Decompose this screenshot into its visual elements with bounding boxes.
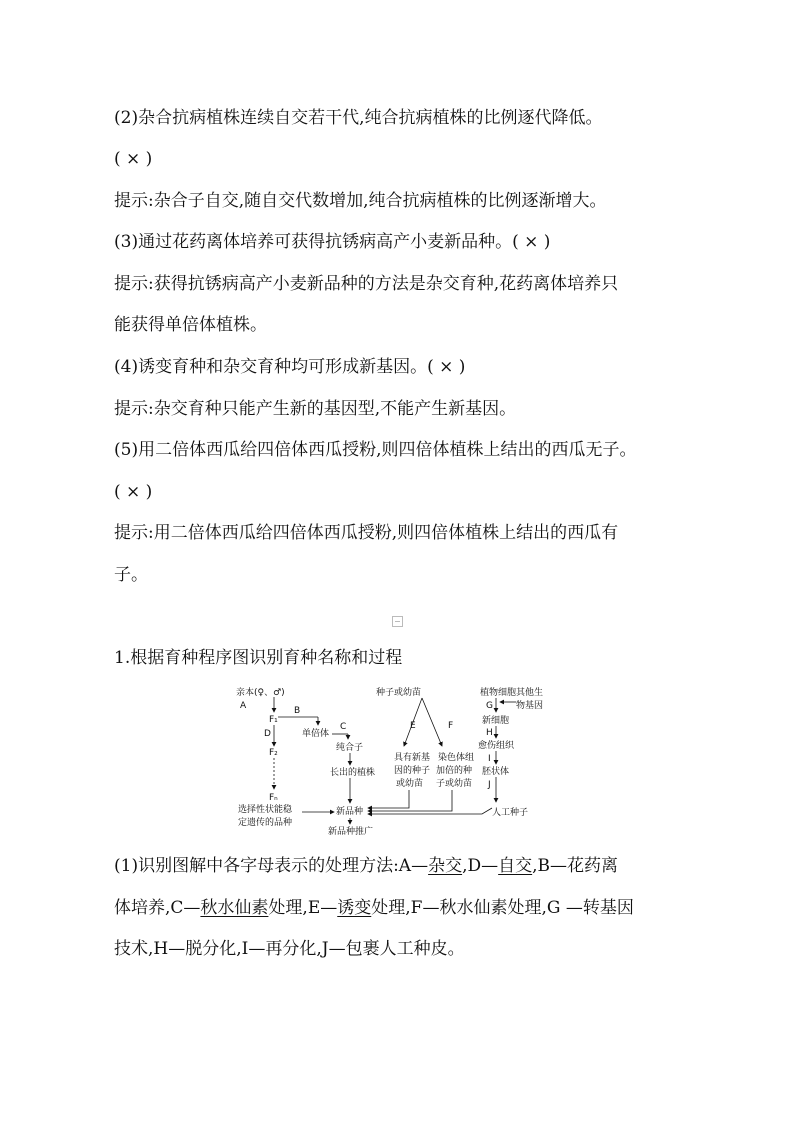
select-label-2: 定遗传的品种 [238,818,293,828]
label-D: D [264,729,271,739]
placeholder-image-icon [392,616,403,627]
new-gene-label-1: 具有新基 [394,753,431,763]
label-A: A [240,701,247,711]
statement-3: (3)通过花药离体培养可获得抗锈病高产小麦新品种。( × ) [114,232,551,252]
label-G: G [486,701,493,711]
label-E: E [410,721,416,731]
statement-2: (2)杂合抗病植株连续自交若干代,纯合抗病植株的比例逐代降低。 [114,108,603,128]
f2-label: F₂ [269,748,278,758]
hint-4: 提示:杂交育种只能产生新的基因型,不能产生新基因。 [114,399,517,419]
hint-3-line-1: 提示:获得抗锈病高产小麦新品种的方法是杂交育种,花药离体培养只 [114,274,619,294]
label-H: H [486,728,493,738]
label-B: B [294,706,301,716]
new-gene-label-3: 或幼苗 [396,779,424,789]
parents-label: 亲本(♀、♂) [236,688,285,698]
label-I: I [488,754,491,764]
new-cell-label: 新细胞 [482,716,510,726]
f1-label: F₁ [269,715,278,725]
section-heading: 1.根据育种程序图识别育种名称和过程 [114,648,403,668]
answer-C-underline: 秋水仙素 [200,898,269,918]
arrow-F [422,698,442,746]
other-gene-label-1: 其他生 [516,688,544,698]
homozygote-label: 纯合子 [336,743,364,753]
hint-3-line-2: 能获得单倍体植株。 [114,315,267,335]
doubled-label-1: 染色体组 [438,753,475,763]
new-gene-label-2: 因的种子 [394,766,431,776]
select-label-1: 选择性状能稳 [238,805,293,815]
answer-para-line-3: 技术,H—脱分化,I—再分化,J—包裹人工种皮。 [114,939,465,959]
fn-label: Fₙ [269,793,278,803]
hint-5-line-2: 子。 [114,565,148,585]
answer-para-line-2: 体培养,C—秋水仙素处理,E—诱变处理,F—秋水仙素处理,G —转基因 [114,898,634,918]
haploid-label: 单倍体 [302,729,330,739]
answer-mark-2: ( × ) [114,149,153,169]
label-C: C [340,722,347,732]
breeding-flowchart [234,684,544,837]
answer-E-underline: 诱变 [337,898,372,918]
new-variety-label: 新品种 [336,807,364,817]
artificial-seed-label: 人工种子 [492,808,529,818]
callus-label: 愈伤组织 [478,741,515,751]
hint-2: 提示:杂合子自交,随自交代数增加,纯合抗病植株的比例逐渐增大。 [114,191,607,211]
statement-5: (5)用二倍体西瓜给四倍体西瓜授粉,则四倍体植株上结出的西瓜无子。 [114,440,637,460]
grown-plant-label: 长出的植株 [330,768,376,778]
answer-D-underline: 自交 [498,856,533,876]
seed-seedling-label: 种子或幼苗 [376,688,422,698]
label-J: J [488,780,491,790]
statement-4: (4)诱变育种和杂交育种均可形成新基因。( × ) [114,357,466,377]
doubled-label-3: 子或幼苗 [436,779,473,789]
answer-para-line-1: (1)识别图解中各字母表示的处理方法:A—杂交,D—自交,B—花药离 [114,856,619,876]
hint-5-line-1: 提示:用二倍体西瓜给四倍体西瓜授粉,则四倍体植株上结出的西瓜有 [114,523,619,543]
answer-A-underline: 杂交 [428,856,463,876]
promotion-label: 新品种推广 [328,827,374,837]
doubled-label-2: 加倍的种 [436,766,473,776]
embryoid-label: 胚状体 [482,767,510,777]
label-F: F [448,721,454,731]
answer-mark-5: ( × ) [114,482,153,502]
plant-cell-label: 植物细胞 [480,688,517,698]
other-gene-label-2: 物基因 [516,701,544,711]
